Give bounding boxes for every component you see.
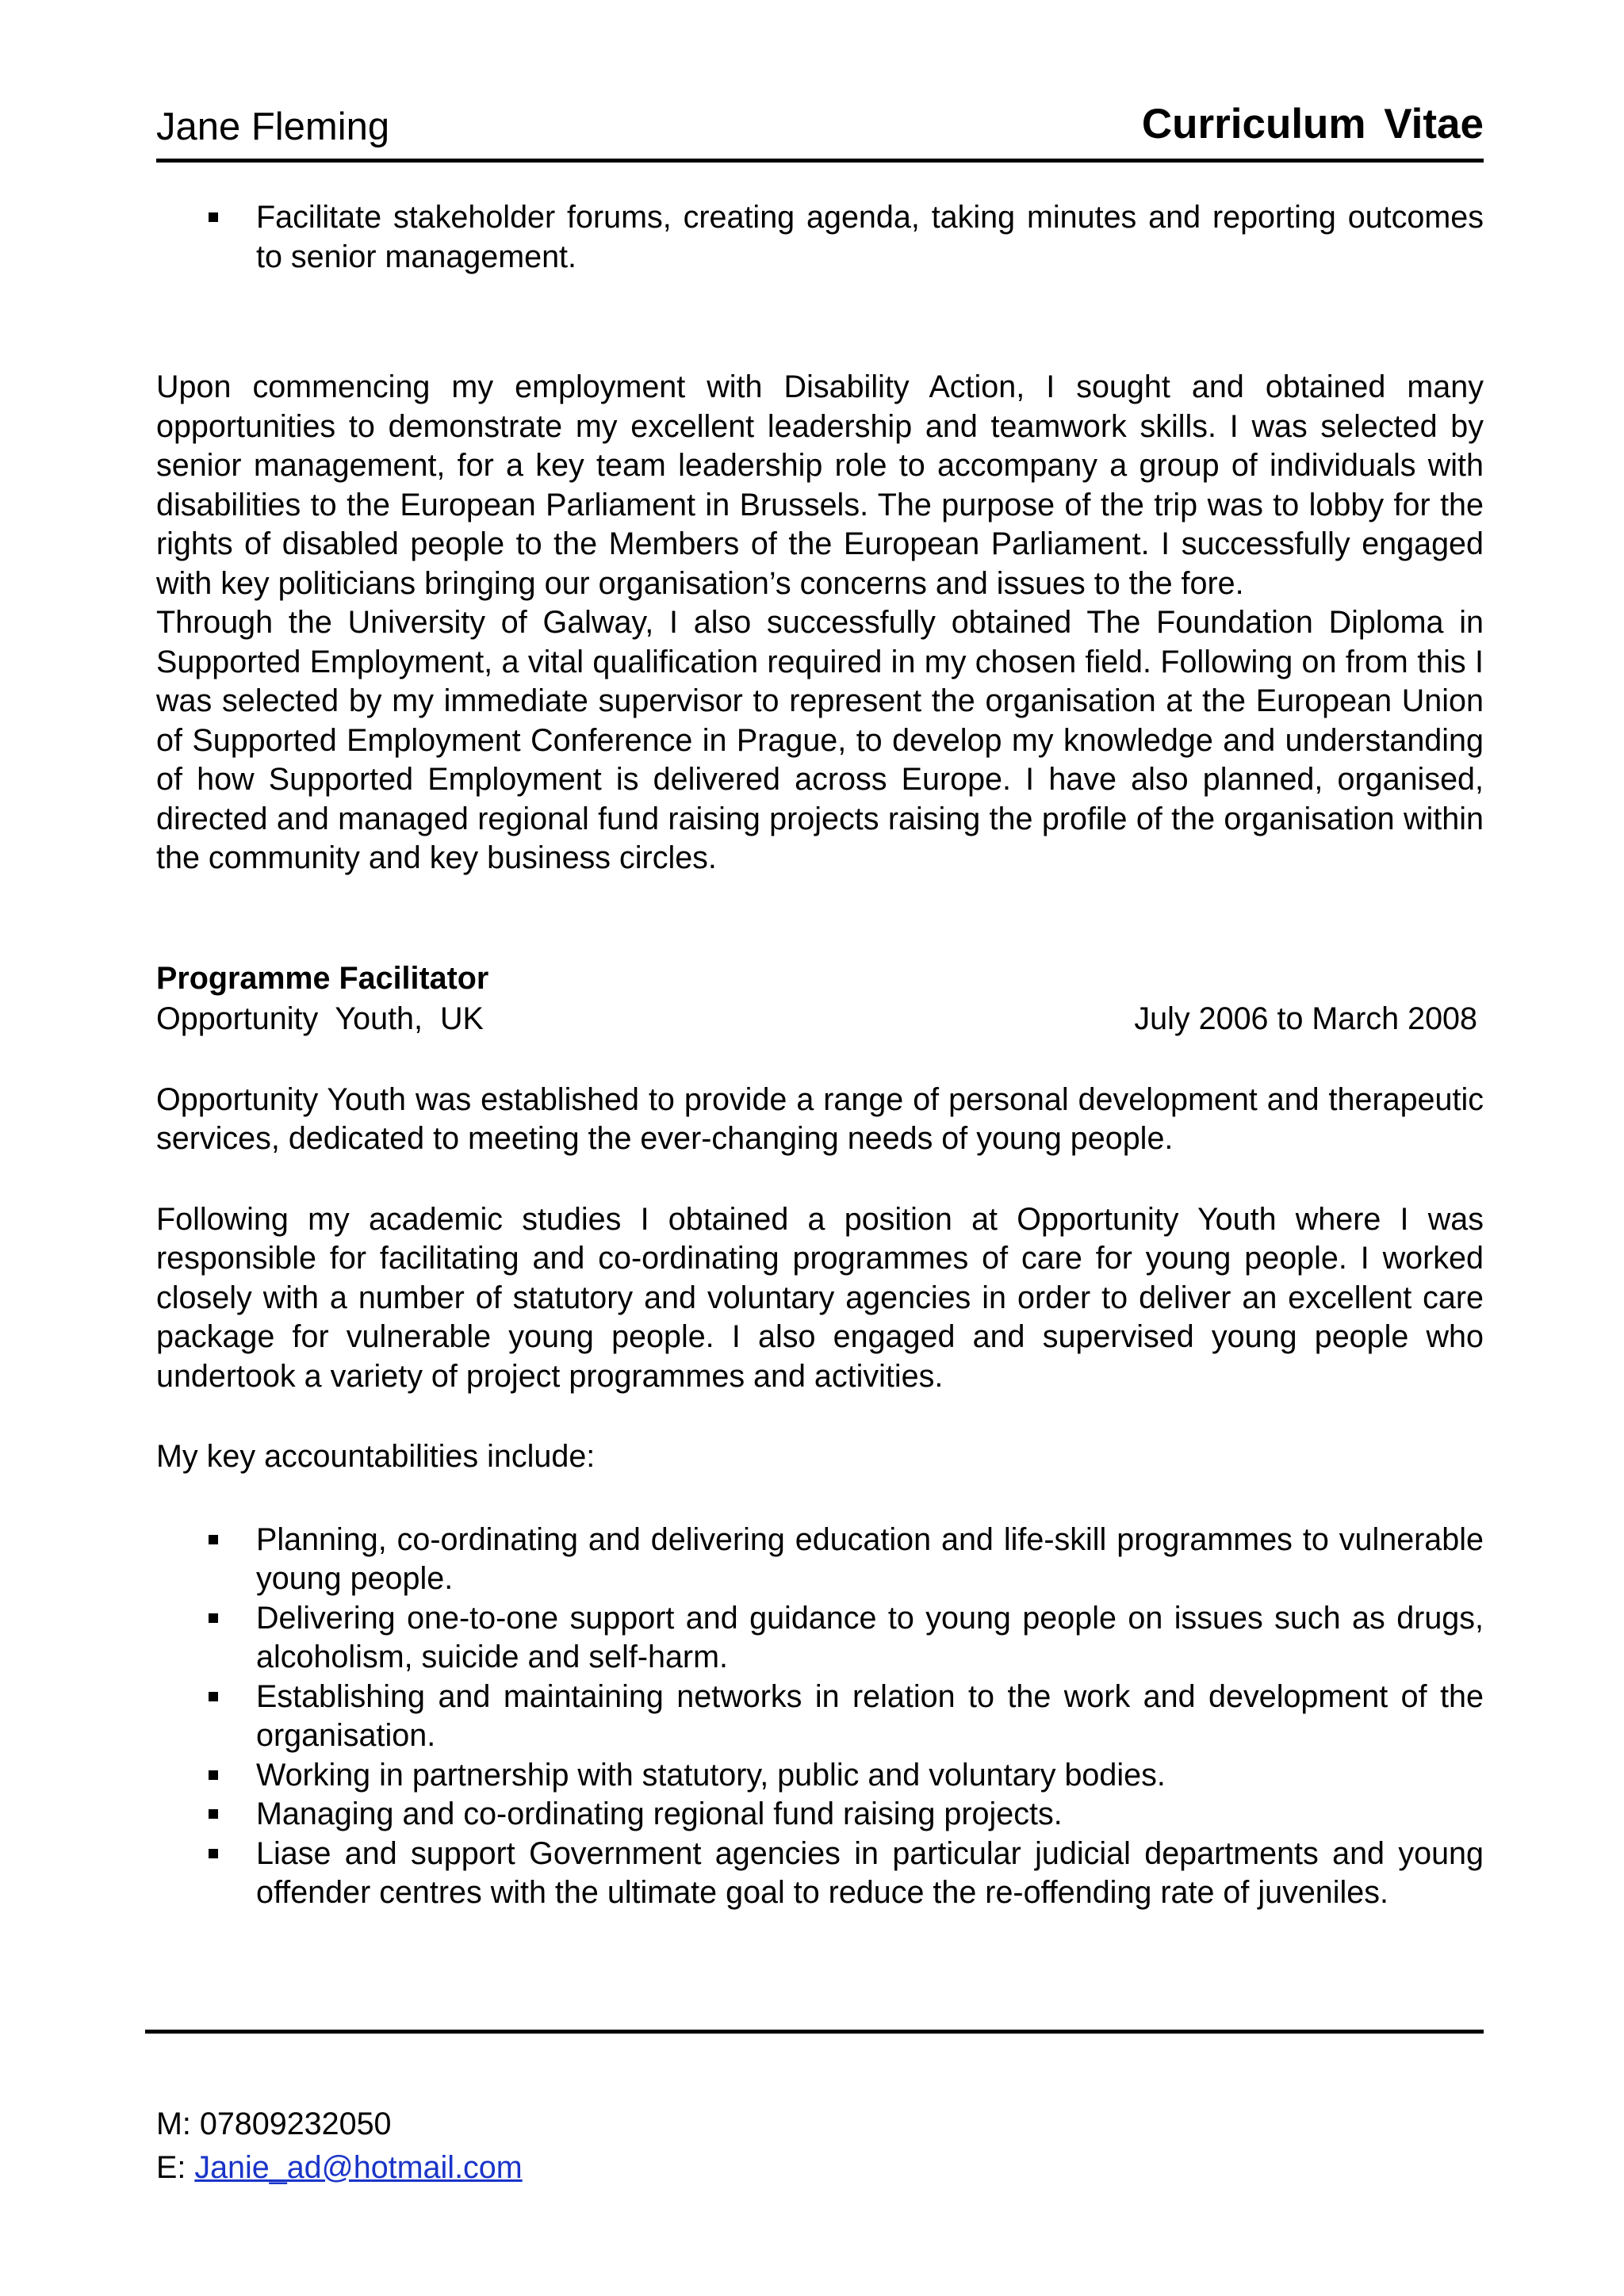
disability-action-paragraph-2: Through the University of Galway, I also successfully obtained The Foundation Diploma in Supported Employment, a vital qualification required in my chosen field. Following on from this I was selected by my immediate supervisor to represent the organisation at the European Union of Supported Employment Conference in Prague, to develop my knowledge and understanding of how Supported Employment is delivered across Europe. I have also planned, organised, directed and managed regional fund raising projects raising the profile of the organisation within the community and key business circles. (156, 605, 1484, 875)
job-summary: Following my academic studies I obtained a position at Opportunity Youth where I was responsible for facilitating and co-ordinating programmes of care for young people. I worked closely with a number of statutory and voluntary agencies in order to deliver an excellent care package for vulnerable young people. I also engaged and supervised young people who undertook a variety of project programmes and activities. (156, 1201, 1484, 1394)
page-header (156, 97, 1484, 160)
mobile-number: 07809232050 (199, 2107, 392, 2141)
email-link[interactable]: Janie_ad@hotmail.com (194, 2150, 523, 2185)
disability-action-paragraph-1: Upon commencing my employment with Disability Action, I sought and obtained many opportunities to demonstrate my excellent leadership and teamwork skills. I was selected by senior management, for a key team leadership role to accompany a group of individuals with disabilities to the European Parliament in Brussels. The purpose of the trip was to lobby for the rights of disabled people to the Members of the European Parliament. I successfully engaged with key politicians bringing our organisation’s concerns and issues to the fore. (156, 369, 1484, 601)
footer-rule (145, 2030, 1484, 2034)
main-content (156, 198, 1484, 1913)
job-employer-line (156, 1000, 1484, 1039)
email-label: E: (156, 2150, 186, 2185)
job-title: Programme Facilitator (156, 960, 489, 996)
bullet-item: Facilitate stakeholder forums, creating agenda, taking minutes and reporting outcomes to senior management. (156, 198, 1484, 277)
job-description: Opportunity Youth was established to provide a range of personal development and therapeutic services, dedicated to meeting the ever-changing needs of young people. (156, 1081, 1484, 1156)
footer-email (156, 2146, 523, 2190)
footer-mobile (156, 2103, 523, 2146)
accountability-item: Liase and support Government agencies in particular judicial departments and young offender centres with the ultimate goal to reduce the re-offending rate of juveniles. (156, 1835, 1484, 1913)
accountability-item: Establishing and maintaining networks in relation to the work and development of the organisation. (156, 1678, 1484, 1756)
accountability-item: Planning, co-ordinating and delivering education and life-skill programmes to vulnerable young people. (156, 1521, 1484, 1599)
mobile-label: M: (156, 2107, 191, 2141)
accountabilities-intro: My key accountabilities include: (156, 1439, 596, 1474)
accountability-item: Working in partnership with statutory, public and voluntary bodies. (156, 1756, 1484, 1796)
accountabilities-list (156, 1521, 1484, 1913)
continued-bullet-list (156, 198, 1484, 277)
header-title: Curriculum Vitae (1141, 101, 1484, 147)
job-dates: July 2006 to March 2008 (1134, 1001, 1477, 1036)
accountability-item: Managing and co-ordinating regional fund raising projects. (156, 1795, 1484, 1835)
page-footer (156, 2103, 523, 2190)
header-name: Jane Fleming (156, 105, 390, 148)
accountability-item: Delivering one-to-one support and guidance to young people on issues such as drugs, alcoholism, suicide and self-harm. (156, 1599, 1484, 1678)
header-rule (156, 159, 1484, 163)
job-employer: Opportunity Youth, UK (156, 1001, 484, 1036)
